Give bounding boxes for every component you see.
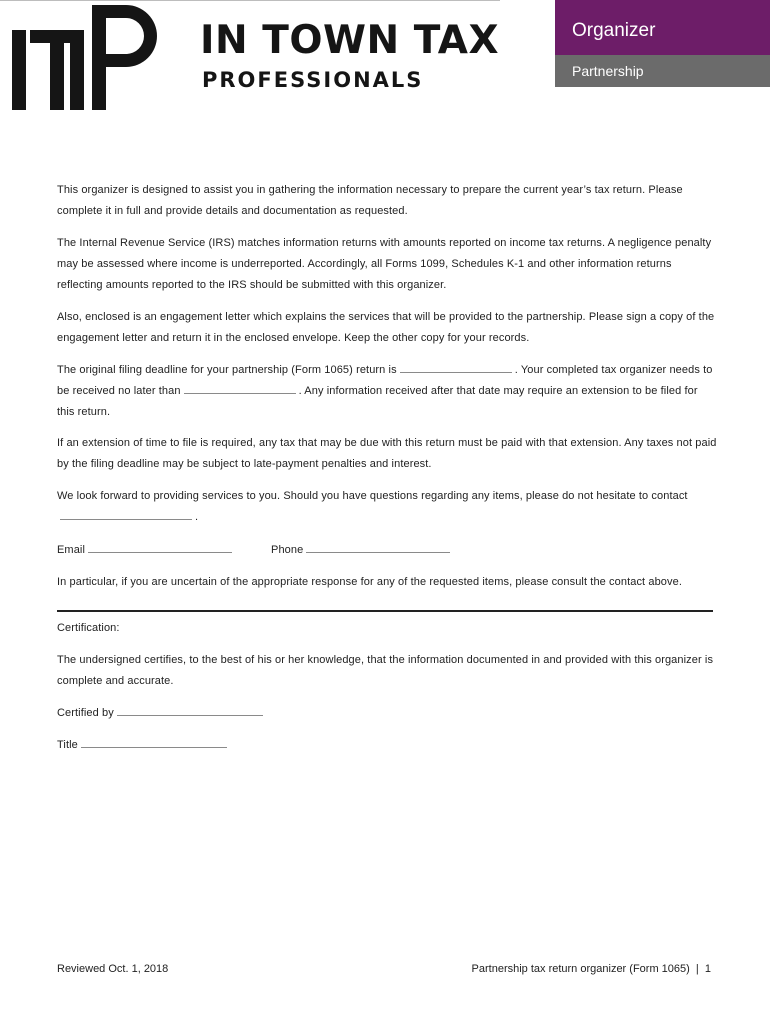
organizer-title: Organizer xyxy=(572,20,656,41)
deadline-text-b: . Your completed tax organizer needs to be received no later than xyxy=(57,364,713,397)
contact-details-row xyxy=(57,540,717,561)
certified-by-row xyxy=(57,703,717,724)
certified-by-blank[interactable] xyxy=(117,706,263,716)
organizer-title-box xyxy=(555,0,770,55)
contact-blank[interactable] xyxy=(60,510,192,520)
title-blank[interactable] xyxy=(81,738,227,748)
section-divider xyxy=(57,610,713,612)
firm-name-line2: PROFESSIONALS xyxy=(202,68,424,92)
paragraph-intro: This organizer is designed to assist you in gathering the information necessary to prepare the current year’s tax return. Please complete it in full and provide details and documentation as requested. xyxy=(57,184,683,217)
phone-blank[interactable] xyxy=(306,543,450,553)
phone-label: Phone xyxy=(271,544,304,556)
organizer-subtitle-box xyxy=(555,55,770,87)
title-row xyxy=(57,735,717,756)
paragraph-deadline xyxy=(57,360,717,423)
email-label: Email xyxy=(57,544,86,556)
filing-deadline-blank[interactable] xyxy=(400,363,512,373)
email-blank[interactable] xyxy=(88,543,232,553)
footer-reviewed-date: Reviewed Oct. 1, 2018 xyxy=(57,963,169,975)
firm-name-line1: IN TOWN TAX xyxy=(200,18,500,63)
certification-statement: The undersigned certifies, to the best of his or her knowledge, that the information documented in and provided with this organizer is complete and accurate. xyxy=(57,654,714,687)
certified-by-label: Certified by xyxy=(57,707,114,719)
receipt-deadline-blank[interactable] xyxy=(184,384,296,394)
deadline-text-c: . Any information received after that date may require an extension to be filed for this return. xyxy=(57,385,698,418)
footer-page-info: Partnership tax return organizer (Form 1065) | 1 xyxy=(471,963,711,975)
paragraph-contact xyxy=(57,486,717,528)
firm-logo xyxy=(8,0,173,112)
ittp-monogram-logo xyxy=(8,0,173,112)
paragraph-irs: The Internal Revenue Service (IRS) matches information returns with amounts reported on income tax returns. A negligence penalty may be assessed where income is underreported. Accordingly, all Forms 1099, Schedules K-1 and other information returns reflecting amounts reported to the IRS should be submitted with this organizer. xyxy=(57,237,712,291)
paragraph-uncertain: In particular, if you are uncertain of the appropriate response for any of the requested items, please consult the contact above. xyxy=(57,576,682,588)
certification-heading: Certification: xyxy=(57,622,120,634)
deadline-text-a: The original filing deadline for your partnership (Form 1065) return is xyxy=(57,364,397,376)
paragraph-extension: If an extension of time to file is required, any tax that may be due with this return must be paid with that extension. Any taxes not paid by the filing deadline may be subject to late-payment penalties and interest. xyxy=(57,437,717,470)
contact-period: . xyxy=(195,511,199,523)
paragraph-engagement: Also, enclosed is an engagement letter which explains the services that will be provided to the partnership. Please sign a copy of the engagement letter and return it in the enclosed envelope. Keep the other copy for your records. xyxy=(57,311,715,344)
organizer-subtitle: Partnership xyxy=(572,63,644,79)
title-label: Title xyxy=(57,739,78,751)
contact-text: We look forward to providing services to you. Should you have questions regarding any items, please do not hesitate to contact xyxy=(57,490,688,502)
